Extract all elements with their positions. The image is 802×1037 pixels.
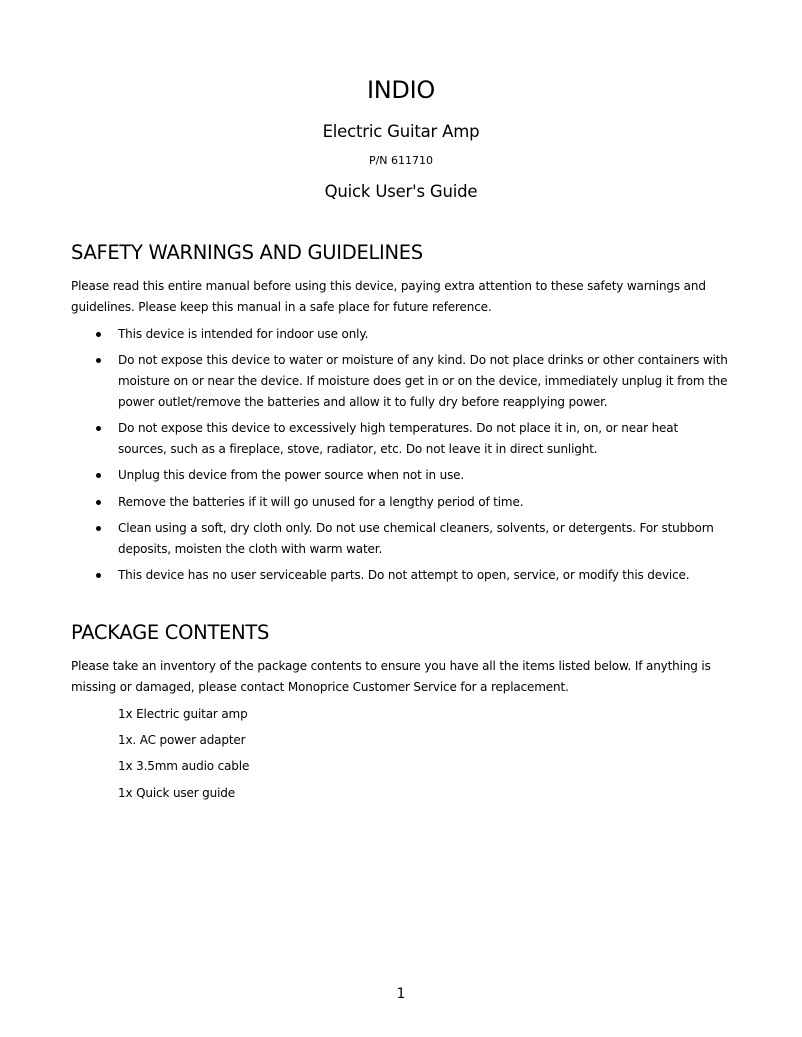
safety-item xyxy=(118,465,730,486)
package-item: 1x 3.5mm audio cable xyxy=(118,759,250,773)
safety-item-text: This device is intended for indoor use only. xyxy=(118,327,369,341)
document-title: INDIO xyxy=(367,76,435,104)
safety-item-text: Unplug this device from the power source when not in use. xyxy=(118,468,465,482)
part-number: P/N 611710 xyxy=(368,154,434,167)
bullet-dot-icon xyxy=(96,473,101,478)
package-item: 1x. AC power adapter xyxy=(118,733,246,747)
safety-item-text: Clean using a soft, dry cloth only. Do not use chemical cleaners, solvents, or detergents. For stubborn deposits, moisten the cloth with warm water. xyxy=(118,521,714,556)
document-subtitle: Electric Guitar Amp xyxy=(322,122,480,141)
safety-item-text: Do not expose this device to water or moisture of any kind. Do not place drinks or other containers with moisture on or near the device. If moisture does get in or on the device, immediately unplug it from the power outlet/remove the batteries and allow it to fully dry before reapplying power. xyxy=(118,353,728,409)
guide-title: Quick User's Guide xyxy=(324,182,478,201)
safety-item xyxy=(118,518,730,560)
package-heading: PACKAGE CONTENTS xyxy=(71,621,270,644)
page-number: 1 xyxy=(396,986,406,1002)
safety-item xyxy=(118,350,730,413)
package-item: 1x Electric guitar amp xyxy=(118,707,248,721)
safety-item-text: Remove the batteries if it will go unused for a lengthy period of time. xyxy=(118,495,524,509)
bullet-dot-icon xyxy=(96,332,101,337)
bullet-dot-icon xyxy=(96,426,101,431)
safety-item xyxy=(118,565,730,586)
bullet-dot-icon xyxy=(96,500,101,505)
safety-item xyxy=(118,492,730,513)
safety-item xyxy=(118,324,730,345)
package-intro: Please take an inventory of the package contents to ensure you have all the items listed below. If anything is missing or damaged, please contact Monoprice Customer Service for a replacement. xyxy=(71,659,711,694)
package-item: 1x Quick user guide xyxy=(118,786,235,800)
safety-intro: Please read this entire manual before using this device, paying extra attention to these safety warnings and guidelines. Please keep this manual in a safe place for future reference. xyxy=(71,279,706,314)
safety-item-text: This device has no user serviceable parts. Do not attempt to open, service, or modify this device. xyxy=(118,568,690,582)
bullet-dot-icon xyxy=(96,573,101,578)
safety-item xyxy=(118,418,730,460)
safety-heading: SAFETY WARNINGS AND GUIDELINES xyxy=(71,241,423,264)
safety-item-text: Do not expose this device to excessively high temperatures. Do not place it in, on, or near heat sources, such as a fireplace, stove, radiator, etc. Do not leave it in direct sunlight. xyxy=(118,421,679,456)
bullet-dot-icon xyxy=(96,358,101,363)
bullet-dot-icon xyxy=(96,526,101,531)
